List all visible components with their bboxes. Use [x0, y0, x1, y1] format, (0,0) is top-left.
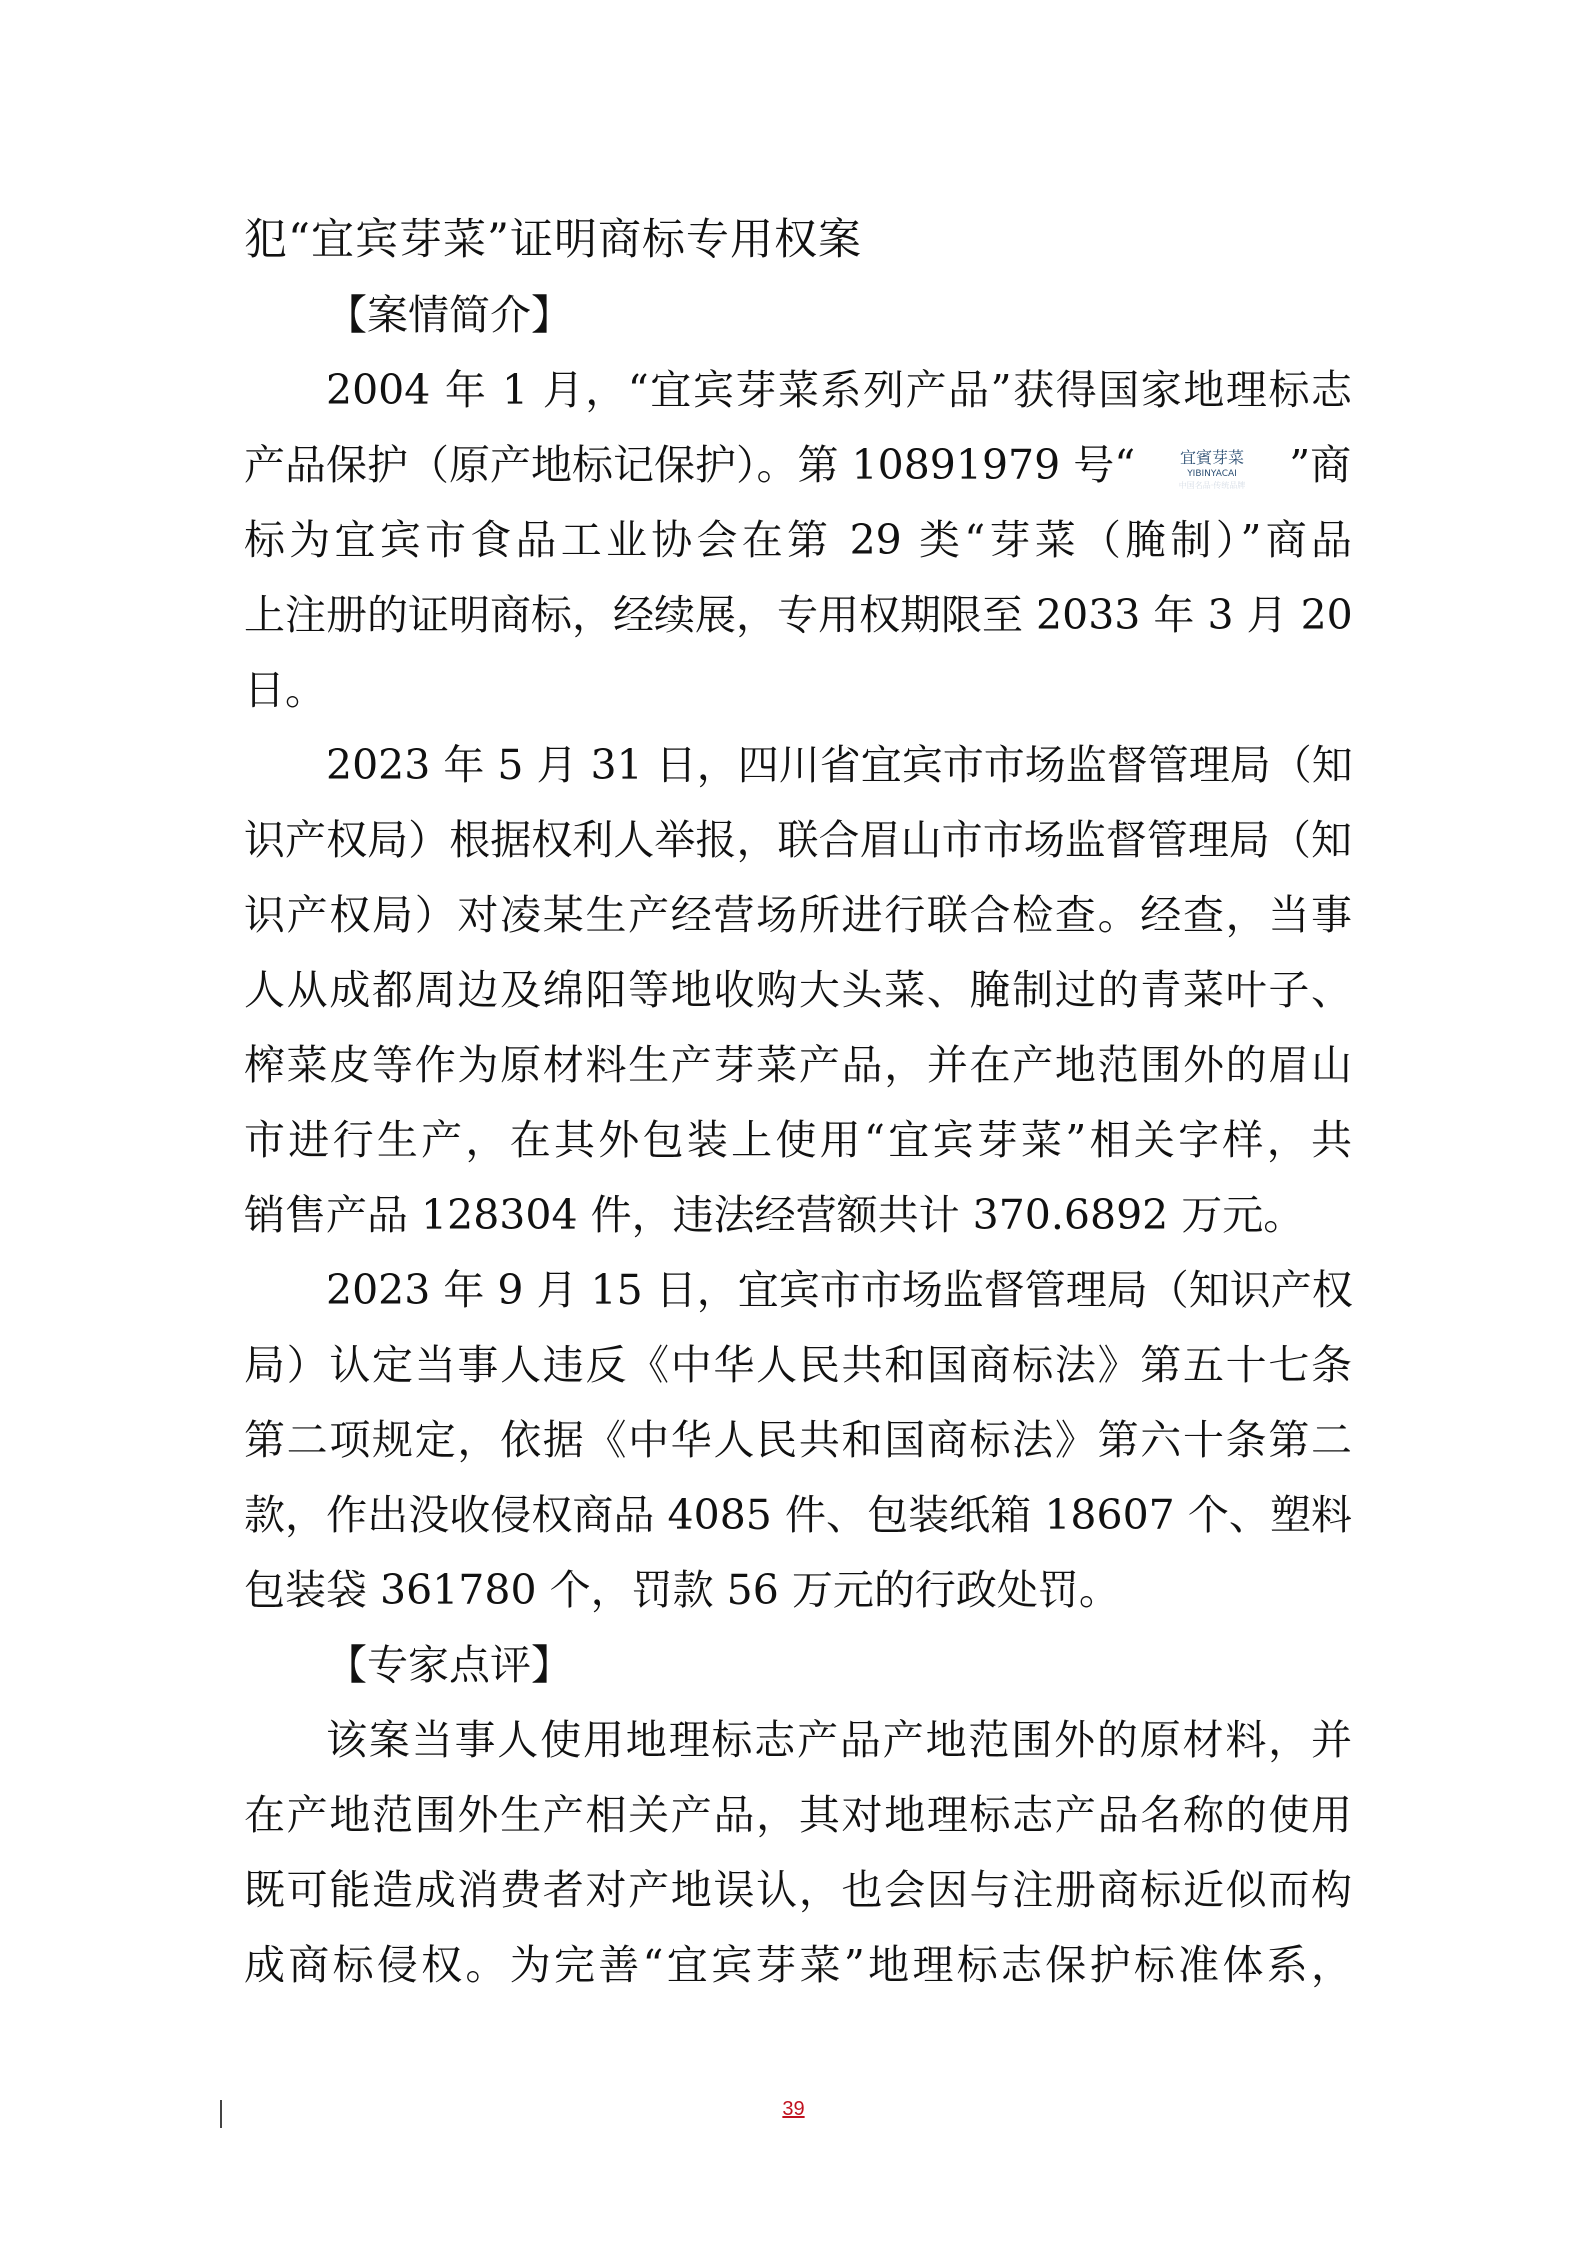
paragraph-line: 2023 年 5 月 31 日，四川省宜宾市市场监督管理局（知	[326, 741, 1353, 789]
paragraph-line: 2023 年 9 月 15 日，宜宾市市场监督管理局（知识产权	[326, 1266, 1353, 1314]
paragraph-line: 既可能造成消费者对产地误认，也会因与注册商标近似而构	[244, 1866, 1352, 1914]
logo-chinese-text: 宜賓芽菜	[1180, 447, 1245, 467]
paragraph-line: 人从成都周边及绵阳等地收购大头菜、腌制过的青菜叶子、	[244, 966, 1352, 1014]
paragraph-line: 该案当事人使用地理标志产品产地范围外的原材料，并	[326, 1716, 1352, 1764]
paragraph-line: 榨菜皮等作为原材料生产芽菜产品，并在产地范围外的眉山	[244, 1041, 1352, 1089]
paragraph-line: 识产权局）根据权利人举报，联合眉山市市场监督管理局（知	[244, 816, 1352, 864]
paragraph-line: 日。	[244, 666, 326, 714]
paragraph-line: 款，作出没收侵权商品 4085 件、包装纸箱 18607 个、塑料	[244, 1491, 1352, 1539]
paragraph-line: 销售产品 128304 件，违法经营额共计 370.6892 万元。	[244, 1191, 1305, 1239]
paragraph-line: 局）认定当事人违反《中华人民共和国商标法》第五十七条	[244, 1341, 1352, 1389]
section-heading-comment: 【专家点评】	[326, 1641, 572, 1689]
paragraph-line: 第二项规定，依据《中华人民共和国商标法》第六十条第二	[244, 1416, 1352, 1464]
paragraph-line: 成商标侵权。为完善“宜宾芽菜”地理标志保护标准体系，	[244, 1941, 1352, 1989]
paragraph-line-segment: ”商	[1289, 441, 1352, 489]
page-number-text: 39	[782, 2098, 805, 2120]
paragraph-line: 2004 年 1 月，“宜宾芽菜系列产品”获得国家地理标志	[326, 366, 1352, 414]
paragraph-line: 包装袋 361780 个，罚款 56 万元的行政处罚。	[244, 1566, 1120, 1614]
section-heading-intro: 【案情简介】	[326, 291, 572, 339]
paragraph-line: 市进行生产，在其外包装上使用“宜宾芽菜”相关字样，共	[244, 1116, 1352, 1164]
paragraph-line-segment: 产品保护（原产地标记保护）。第 10891979 号“	[244, 441, 1136, 489]
page-number	[0, 2098, 1587, 2121]
logo-faint-text: 中国名品·传统品牌	[1178, 480, 1246, 490]
paragraph-line: 在产地范围外生产相关产品，其对地理标志产品名称的使用	[244, 1791, 1352, 1839]
paragraph-line: 标为宜宾市食品工业协会在第 29 类“芽菜（腌制）”商品	[244, 516, 1352, 564]
trademark-logo	[1137, 445, 1287, 493]
paragraph-line-with-logo	[244, 428, 1352, 503]
paragraph-line: 上注册的证明商标，经续展，专用权期限至 2033 年 3 月 20	[244, 591, 1353, 639]
paragraph-line: 识产权局）对凌某生产经营场所进行联合检查。经查，当事	[244, 891, 1352, 939]
case-title: 犯“宜宾芽菜”证明商标专用权案	[244, 215, 862, 265]
logo-latin-text: YIBINYACAI	[1187, 468, 1238, 479]
document-body	[244, 203, 1352, 2003]
